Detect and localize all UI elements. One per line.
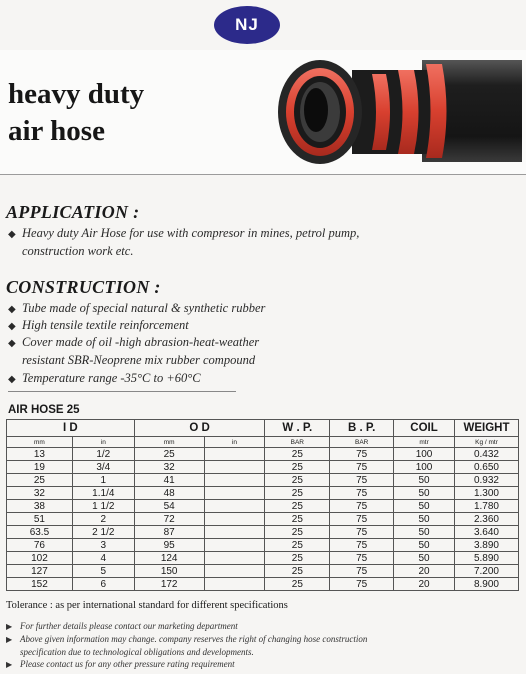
cell-id-in: 3/4 [72,461,134,474]
specification-table [6,419,519,591]
title-line-2: air hose [8,115,105,147]
table-title: AIR HOSE 25 [8,404,80,416]
cell-coil: 50 [394,552,455,565]
header-divider [0,174,526,175]
cell-od-mm: 95 [134,539,204,552]
cell-od-in [204,461,265,474]
bullet-icon: ◆ [8,374,16,385]
cell-id-in: 4 [72,552,134,565]
footnote-2: ▶ Above given information may change. company reserves the right of changing hose construction specification due to technological obligations and developments. [6,634,368,657]
header-id: I D [7,420,135,437]
cell-od-mm: 172 [134,578,204,591]
table-row [7,461,519,474]
cell-od-mm: 32 [134,461,204,474]
table-header-row [7,420,519,437]
logo-text: NJ [235,15,259,34]
triangle-bullet-icon: ▶ [6,660,13,669]
application-item: ◆ Heavy duty Air Hose for use with compresor in mines, petrol pump, construction work etc. [8,226,360,258]
table-row [7,487,519,500]
cell-coil: 20 [394,578,455,591]
construction-item-2: ◆ High tensile textile reinforcement [8,317,189,335]
cell-wp: 25 [265,474,330,487]
cell-id-mm: 13 [7,448,73,461]
cell-id-in: 3 [72,539,134,552]
cell-bp: 75 [330,448,394,461]
header-bp: B . P. [330,420,394,437]
cell-id-mm: 32 [7,487,73,500]
cell-od-mm: 124 [134,552,204,565]
bullet-icon: ◆ [8,229,16,240]
header-weight: WEIGHT [454,420,518,437]
cell-id-mm: 51 [7,513,73,526]
unit-weight: Kg / mtr [454,437,518,448]
unit-coil: mtr [394,437,455,448]
cell-od-in [204,565,265,578]
cell-bp: 75 [330,565,394,578]
cell-weight: 0.650 [454,461,518,474]
cell-id-in: 5 [72,565,134,578]
hose-cutaway-image [272,52,522,170]
cell-od-in [204,500,265,513]
cell-weight: 5.890 [454,552,518,565]
cell-od-mm: 25 [134,448,204,461]
cell-coil: 50 [394,513,455,526]
construction-item-3: ◆ Cover made of oil -high abrasion-heat-weather resistant SBR-Neoprene mix rubber compound [8,335,260,367]
table-body [7,448,519,591]
cell-id-in: 1/2 [72,448,134,461]
cell-coil: 100 [394,448,455,461]
cell-coil: 50 [394,539,455,552]
cell-weight: 3.640 [454,526,518,539]
cell-coil: 20 [394,565,455,578]
table-row [7,474,519,487]
cell-id-mm: 19 [7,461,73,474]
cell-id-in: 2 1/2 [72,526,134,539]
cell-wp: 25 [265,461,330,474]
header-wp: W . P. [265,420,330,437]
cell-id-mm: 76 [7,539,73,552]
cell-coil: 50 [394,487,455,500]
cell-coil: 50 [394,474,455,487]
bullet-icon: ◆ [8,321,16,332]
cell-id-in: 6 [72,578,134,591]
application-heading: APPLICATION : [6,202,140,222]
cell-bp: 75 [330,539,394,552]
table-row [7,565,519,578]
cell-bp: 75 [330,474,394,487]
cell-wp: 25 [265,539,330,552]
cell-bp: 75 [330,500,394,513]
table-row [7,539,519,552]
cell-bp: 75 [330,578,394,591]
unit-wp: BAR [265,437,330,448]
cell-id-mm: 25 [7,474,73,487]
cell-weight: 0.432 [454,448,518,461]
table-row [7,578,519,591]
cell-bp: 75 [330,552,394,565]
cell-od-in [204,539,265,552]
unit-bp: BAR [330,437,394,448]
table-row [7,526,519,539]
construction-item-4: ◆ Temperature range -35°C to +60°C [8,370,201,388]
tolerance-note: Tolerance : as per international standard for different specifications [6,600,288,611]
triangle-bullet-icon: ▶ [6,635,13,644]
cell-coil: 100 [394,461,455,474]
cell-id-in: 1 1/2 [72,500,134,513]
cell-weight: 8.900 [454,578,518,591]
bullet-icon: ◆ [8,304,16,315]
cell-od-in [204,487,265,500]
cell-wp: 25 [265,565,330,578]
table-row [7,448,519,461]
cell-od-mm: 150 [134,565,204,578]
cell-weight: 1.780 [454,500,518,513]
table-row [7,500,519,513]
table-units-row [7,437,519,448]
cell-wp: 25 [265,487,330,500]
cell-wp: 25 [265,448,330,461]
cell-id-in: 1 [72,474,134,487]
footnote-3: ▶ Please contact us for any other pressure rating requirement [6,659,235,669]
table-row [7,552,519,565]
cell-od-mm: 54 [134,500,204,513]
unit-od-in: in [204,437,265,448]
cell-od-mm: 41 [134,474,204,487]
unit-id-mm: mm [7,437,73,448]
product-title [8,76,144,150]
cell-coil: 50 [394,526,455,539]
cell-od-mm: 87 [134,526,204,539]
company-logo [214,6,280,44]
cell-bp: 75 [330,513,394,526]
cell-weight: 7.200 [454,565,518,578]
table-row [7,513,519,526]
footnote-1: ▶ For further details please contact our marketing department [6,621,238,631]
section-divider [8,391,236,392]
unit-od-mm: mm [134,437,204,448]
header-od: O D [134,420,265,437]
cell-od-mm: 72 [134,513,204,526]
cell-wp: 25 [265,526,330,539]
cell-weight: 1.300 [454,487,518,500]
cell-coil: 50 [394,500,455,513]
cell-od-in [204,474,265,487]
cell-od-in [204,448,265,461]
cell-bp: 75 [330,526,394,539]
cell-od-in [204,552,265,565]
cell-bp: 75 [330,461,394,474]
cell-id-mm: 63.5 [7,526,73,539]
cell-id-mm: 152 [7,578,73,591]
cell-id-in: 2 [72,513,134,526]
cell-id-mm: 127 [7,565,73,578]
cell-weight: 2.360 [454,513,518,526]
triangle-bullet-icon: ▶ [6,622,13,631]
cell-id-mm: 38 [7,500,73,513]
cell-id-in: 1.1/4 [72,487,134,500]
title-line-1: heavy duty [8,78,145,110]
construction-item-1: ◆ Tube made of special natural & synthetic rubber [8,300,265,318]
construction-heading: CONSTRUCTION : [6,277,161,297]
header-coil: COIL [394,420,455,437]
cell-weight: 0.932 [454,474,518,487]
cell-wp: 25 [265,578,330,591]
cell-od-in [204,578,265,591]
unit-id-in: in [72,437,134,448]
cell-weight: 3.890 [454,539,518,552]
cell-bp: 75 [330,487,394,500]
bullet-icon: ◆ [8,338,16,349]
cell-od-in [204,526,265,539]
cell-wp: 25 [265,500,330,513]
cell-wp: 25 [265,552,330,565]
cell-wp: 25 [265,513,330,526]
cell-od-mm: 48 [134,487,204,500]
cell-id-mm: 102 [7,552,73,565]
cell-od-in [204,513,265,526]
